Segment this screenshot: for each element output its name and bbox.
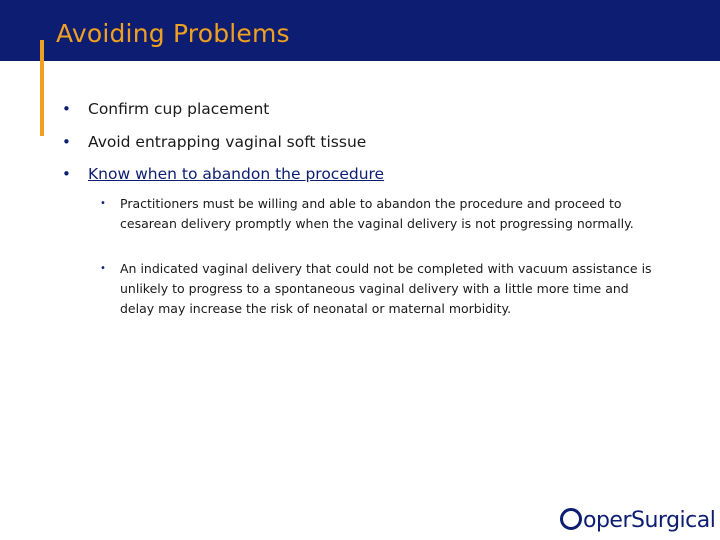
sub-bullet-item: [100, 194, 660, 234]
sub-bullet-text: Practitioners must be willing and able to abandon the procedure and proceed to cesarean delivery promptly when the vaginal delivery is not progressing normally.: [120, 196, 634, 231]
bullet-dot-icon: •: [62, 100, 71, 118]
accent-bar: [40, 40, 44, 136]
sub-bullet-dot-icon: •: [100, 263, 106, 274]
sub-bullet-item: [100, 259, 660, 319]
bullet-text-link: Know when to abandon the procedure: [88, 165, 385, 183]
sub-bullet-dot-icon: •: [100, 198, 106, 209]
sub-bullet-text: An indicated vaginal delivery that could not be completed with vacuum assistance is unlikely to progress to a spontaneous vaginal delivery with a little more time and delay may increase the risk of neonatal or maternal morbidity.: [120, 261, 652, 316]
bullet-text: Confirm cup placement: [88, 100, 270, 118]
bullet-dot-icon: •: [62, 165, 71, 183]
bullet-text: Avoid entrapping vaginal soft tissue: [88, 133, 367, 151]
coopersurgical-logo: [560, 508, 715, 538]
logo-text: operSurgical: [583, 508, 716, 533]
logo-ring-icon: [560, 508, 582, 530]
bullet-dot-icon: •: [62, 133, 71, 151]
slide-title: Avoiding Problems: [56, 19, 290, 48]
